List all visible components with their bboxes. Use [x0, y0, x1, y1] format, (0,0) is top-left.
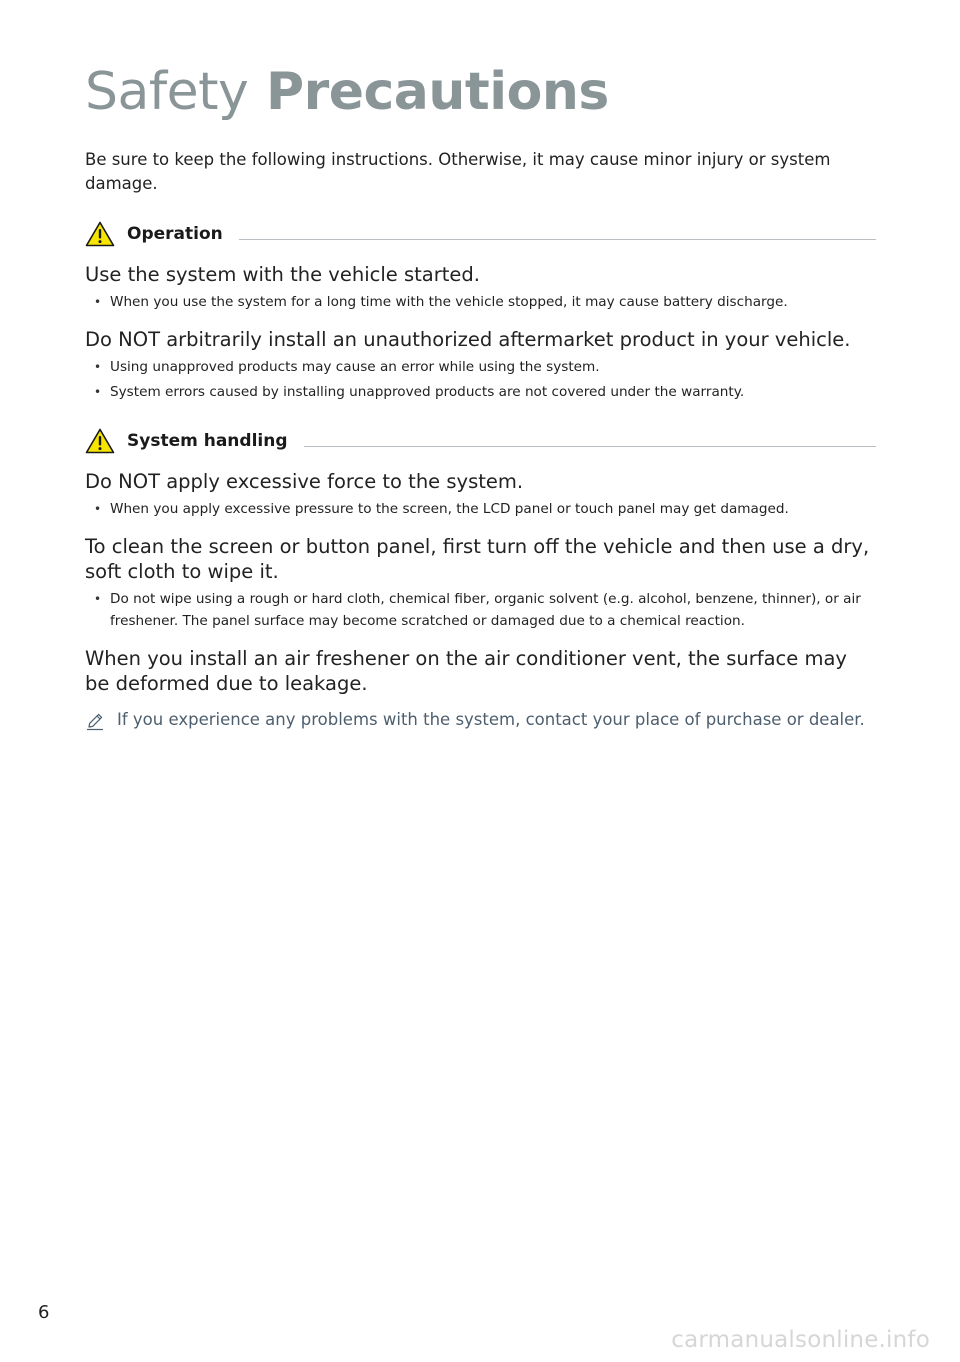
warning-triangle-icon — [85, 428, 115, 454]
section-system-handling — [85, 427, 876, 732]
section-header — [85, 220, 876, 248]
list-item: • System errors caused by installing unapproved products are not covered under the warranty. — [85, 381, 876, 403]
bullet-list — [85, 291, 876, 313]
page-title-light: Safety — [85, 62, 249, 122]
list-item: • When you apply excessive pressure to the screen, the LCD panel or touch panel may get damaged. — [85, 498, 876, 520]
section-header — [85, 427, 876, 455]
instruction-heading: To clean the screen or button panel, first turn off the vehicle and then use a dry, soft cloth to wipe it. — [85, 535, 870, 583]
section-divider — [239, 239, 876, 240]
instruction-heading: When you install an air freshener on the air conditioner vent, the surface may be deformed due to leakage. — [85, 647, 847, 695]
warning-triangle-icon — [85, 221, 115, 247]
intro-paragraph: Be sure to keep the following instructions. Otherwise, it may cause minor injury or system damage. — [85, 150, 831, 193]
watermark: carmanualsonline.info — [671, 1327, 930, 1353]
section-divider — [304, 446, 876, 447]
list-item: • When you use the system for a long time with the vehicle stopped, it may cause battery discharge. — [85, 291, 876, 313]
note-text: If you experience any problems with the system, contact your place of purchase or dealer. — [117, 710, 865, 729]
section-label: Operation — [127, 224, 223, 244]
instruction-heading: Use the system with the vehicle started. — [85, 263, 480, 286]
bullet-list — [85, 588, 876, 632]
page-number: 6 — [38, 1302, 50, 1323]
pencil-icon — [85, 711, 105, 731]
list-item: • Using unapproved products may cause an error while using the system. — [85, 356, 876, 378]
section-operation — [85, 220, 876, 403]
section-label: System handling — [127, 431, 288, 451]
page-title — [85, 58, 876, 126]
page-content — [85, 58, 876, 732]
instruction-heading: Do NOT arbitrarily install an unauthorized aftermarket product in your vehicle. — [85, 328, 851, 351]
bullet-list — [85, 356, 876, 403]
info-note — [85, 708, 876, 732]
bullet-list — [85, 498, 876, 520]
page-title-bold: Precautions — [265, 62, 609, 122]
instruction-heading: Do NOT apply excessive force to the system. — [85, 470, 524, 493]
list-item: • Do not wipe using a rough or hard cloth, chemical fiber, organic solvent (e.g. alcohol, benzene, thinner), or air freshener. The panel surface may become scratched or damaged due to a chemical reaction. — [85, 588, 876, 632]
